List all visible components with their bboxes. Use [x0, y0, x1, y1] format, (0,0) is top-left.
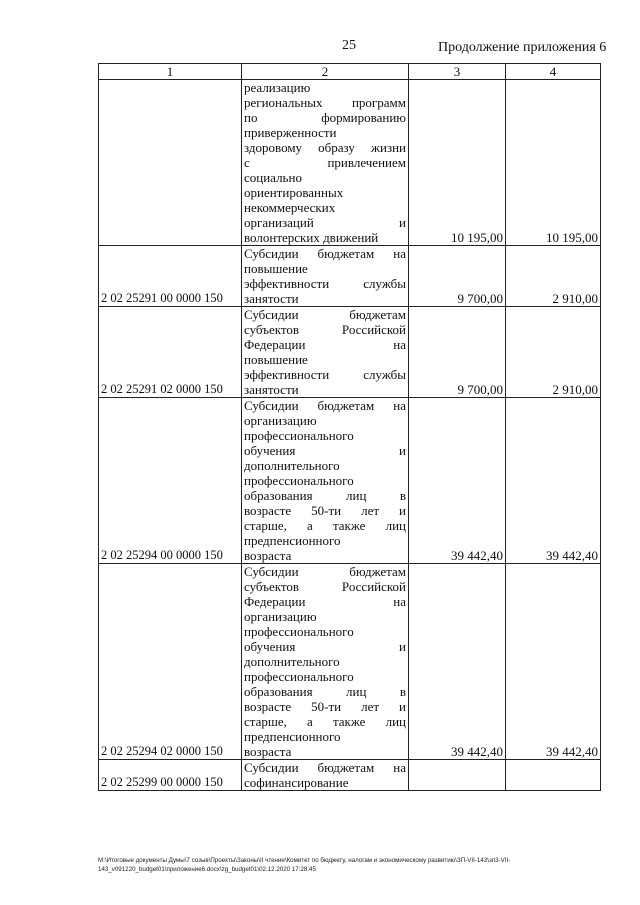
- name-line: Субсидии бюджетам: [244, 564, 406, 579]
- document-path-footer: [98, 856, 603, 874]
- name-line: эффективности службы: [244, 367, 406, 382]
- table-body: [99, 80, 601, 791]
- name-line: профессионального: [244, 473, 354, 488]
- continuation-heading: Продолжение приложения 6: [438, 40, 607, 55]
- name-line: здоровому образу жизни: [244, 140, 406, 155]
- name-line: приверженности: [244, 125, 337, 140]
- name-line: дополнительного: [244, 458, 340, 473]
- budget-table: [98, 63, 601, 791]
- name-line: с привлечением: [244, 155, 406, 170]
- name-line: Федерации на: [244, 337, 406, 352]
- name-line: предпенсионного: [244, 729, 341, 744]
- name-line: организацию: [244, 413, 317, 428]
- name-line: обучения и: [244, 639, 406, 654]
- budget-code-cell: 2 02 25294 02 0000 150: [99, 564, 242, 760]
- budget-code-cell: 2 02 25294 00 0000 150: [99, 398, 242, 564]
- amount-col3-cell: [409, 760, 506, 791]
- footer-path-line-1: М:\Итоговые документы Думы\7 созыв\Проекты\Законы\II чтение\Комитет по бюджету, налогам и экономическому развитию\ЗП-VII-143\зп3-VII-: [98, 857, 511, 864]
- name-line: Федерации на: [244, 594, 406, 609]
- table-row: [99, 760, 601, 791]
- column-number-row: [99, 64, 601, 80]
- name-line: повышение: [244, 261, 308, 276]
- table-row: [99, 246, 601, 307]
- name-line: организаций и: [244, 215, 406, 230]
- name-line: профессионального: [244, 669, 354, 684]
- footer-path-line-2: 143_v091220_budget01\приложение6.docx\zg_budget01\02.12.2020 17:28:45: [98, 866, 316, 873]
- amount-col3-cell: 39 442,40: [409, 398, 506, 564]
- budget-item-name-cell: [242, 246, 409, 307]
- name-line: обучения и: [244, 443, 406, 458]
- budget-item-name-cell: [242, 760, 409, 791]
- name-line: предпенсионного: [244, 533, 341, 548]
- budget-code-cell: 2 02 25291 02 0000 150: [99, 307, 242, 398]
- amount-col4-cell: 2 910,00: [506, 307, 601, 398]
- budget-item-name-cell: [242, 564, 409, 760]
- name-line: реализацию: [244, 80, 311, 95]
- name-line: Субсидии бюджетам на: [244, 246, 406, 261]
- name-line: некоммерческих: [244, 200, 336, 215]
- amount-col4-cell: 39 442,40: [506, 564, 601, 760]
- table-row: [99, 80, 601, 246]
- name-line: дополнительного: [244, 654, 340, 669]
- column-header-1: 1: [99, 64, 242, 80]
- amount-col4-cell: [506, 760, 601, 791]
- column-header-2: 2: [242, 64, 409, 80]
- name-line: возрасте 50-ти лет и: [244, 699, 406, 714]
- budget-item-name-cell: [242, 398, 409, 564]
- column-header-4: 4: [506, 64, 601, 80]
- name-line: возраста: [244, 548, 292, 563]
- name-line: социально: [244, 170, 302, 185]
- name-line: повышение: [244, 352, 308, 367]
- table-row: [99, 307, 601, 398]
- name-line: образования лиц в: [244, 488, 406, 503]
- name-line: софинансирование: [244, 775, 349, 790]
- amount-col3-cell: 9 700,00: [409, 307, 506, 398]
- budget-item-name-cell: [242, 80, 409, 246]
- amount-col3-cell: 9 700,00: [409, 246, 506, 307]
- name-line: по формированию: [244, 110, 406, 125]
- table-row: [99, 564, 601, 760]
- name-line: старше, а также лиц: [244, 518, 406, 533]
- amount-col4-cell: 10 195,00: [506, 80, 601, 246]
- name-line: возрасте 50-ти лет и: [244, 503, 406, 518]
- budget-code-cell: 2 02 25291 00 0000 150: [99, 246, 242, 307]
- amount-col3-cell: 10 195,00: [409, 80, 506, 246]
- name-line: региональных программ: [244, 95, 406, 110]
- name-line: волонтерских движений: [244, 230, 379, 245]
- table-row: [99, 398, 601, 564]
- column-header-3: 3: [409, 64, 506, 80]
- name-line: субъектов Российской: [244, 579, 406, 594]
- name-line: занятости: [244, 382, 299, 397]
- amount-col4-cell: 39 442,40: [506, 398, 601, 564]
- name-line: возраста: [244, 744, 292, 759]
- name-line: ориентированных: [244, 185, 344, 200]
- name-line: субъектов Российской: [244, 322, 406, 337]
- name-line: организацию: [244, 609, 317, 624]
- name-line: занятости: [244, 291, 299, 306]
- budget-code-cell: 2 02 25299 00 0000 150: [99, 760, 242, 791]
- name-line: Субсидии бюджетам: [244, 307, 406, 322]
- budget-code-cell: [99, 80, 242, 246]
- name-line: Субсидии бюджетам на: [244, 398, 406, 413]
- page-number: 25: [342, 38, 356, 53]
- name-line: профессионального: [244, 428, 354, 443]
- budget-item-name-cell: [242, 307, 409, 398]
- name-line: образования лиц в: [244, 684, 406, 699]
- amount-col4-cell: 2 910,00: [506, 246, 601, 307]
- name-line: эффективности службы: [244, 276, 406, 291]
- name-line: профессионального: [244, 624, 354, 639]
- name-line: старше, а также лиц: [244, 714, 406, 729]
- name-line: Субсидии бюджетам на: [244, 760, 406, 775]
- amount-col3-cell: 39 442,40: [409, 564, 506, 760]
